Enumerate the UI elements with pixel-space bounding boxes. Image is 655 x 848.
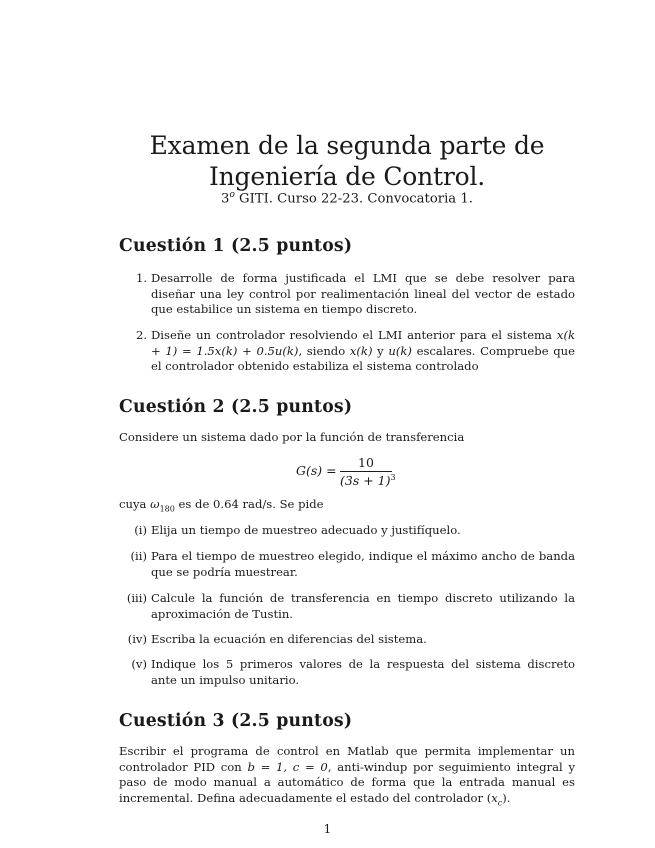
section-intro: Considere un sistema dado por la función de transferencia bbox=[119, 430, 465, 444]
fraction-bar bbox=[340, 471, 392, 472]
item-marker: (i) bbox=[134, 523, 147, 537]
list-item bbox=[119, 591, 575, 622]
denominator-exponent: 3 bbox=[390, 473, 396, 482]
formula-fraction bbox=[340, 455, 396, 489]
section-title-3: Cuestión 3 (2.5 puntos) bbox=[119, 711, 353, 731]
math-expression: u(k) bbox=[388, 343, 412, 358]
ordinal-superscript: o bbox=[229, 190, 235, 200]
list-item bbox=[119, 271, 575, 318]
list-item bbox=[119, 632, 575, 648]
section-title-2: Cuestión 2 (2.5 puntos) bbox=[119, 397, 353, 417]
page-title: Examen de la segunda parte de Ingeniería de Control. bbox=[149, 131, 545, 191]
item-marker: (v) bbox=[131, 657, 147, 671]
item-marker: 1. bbox=[135, 271, 147, 285]
page-number: 1 bbox=[323, 822, 332, 836]
text-run: y bbox=[372, 343, 389, 358]
text-run: , siendo bbox=[298, 343, 350, 358]
item-marker: 2. bbox=[135, 328, 147, 342]
list-item bbox=[119, 657, 575, 688]
item-text: Desarrolle de forma justificada el LMI que se debe resolver para diseñar una ley control por realimentación lineal del vector de estado que estabilice un sistema en tiempo discreto. bbox=[151, 271, 575, 316]
text-run: escalares. Compruebe que el controlador obtenido estabiliza el sistema controlado bbox=[151, 343, 575, 373]
item-text: Indique los 5 primeros valores de la respuesta del sistema discreto ante un impulso unitario. bbox=[151, 657, 575, 687]
list-item bbox=[119, 549, 575, 580]
omega-subscript: 180 bbox=[159, 504, 175, 514]
text-run: es de 0.64 rad/s. Se pide bbox=[174, 497, 324, 511]
item-text bbox=[151, 328, 575, 375]
text-run: Diseñe un controlador resolviendo el LMI anterior para el sistema bbox=[151, 328, 557, 342]
math-expression: x(k + 1) = 1.5x(k) + 0.5u(k) bbox=[151, 328, 575, 358]
text-run: cuya bbox=[119, 497, 151, 511]
text-run: ). bbox=[502, 790, 511, 805]
item-marker: (iii) bbox=[126, 591, 147, 605]
formula-numerator: 10 bbox=[358, 455, 374, 470]
section-title-1: Cuestión 1 (2.5 puntos) bbox=[119, 236, 353, 256]
math-expression: x(k) bbox=[349, 343, 373, 358]
page-subtitle bbox=[100, 190, 594, 206]
item-text: Elija un tiempo de muestreo adecuado y justifíquelo. bbox=[151, 523, 461, 537]
item-text: Escriba la ecuación en diferencias del sistema. bbox=[151, 632, 427, 646]
section-followup bbox=[119, 497, 575, 517]
denominator-base: (3s + 1) bbox=[340, 473, 391, 489]
item-marker: (ii) bbox=[130, 549, 147, 563]
omega-symbol: ω bbox=[150, 497, 160, 511]
formula-lhs: G(s) = bbox=[296, 463, 337, 478]
subtitle-text: GITI. Curso 22-23. Convocatoria 1. bbox=[234, 191, 473, 207]
item-marker: (iv) bbox=[127, 632, 147, 646]
math-expression: x bbox=[491, 790, 498, 805]
text-run: , anti-windup por seguimiento integral y paso de modo manual a automático de forma que la entrada manual es incremental. Defina adecuadamente el estado del controlador ( bbox=[119, 759, 575, 805]
list-item bbox=[119, 328, 575, 375]
list-item bbox=[119, 523, 575, 539]
course-number: 3 bbox=[221, 191, 230, 207]
item-text: Para el tiempo de muestreo elegido, indique el máximo ancho de banda que se podría muestrear. bbox=[151, 549, 575, 579]
math-subscript: c bbox=[497, 797, 503, 807]
section-body bbox=[119, 744, 575, 810]
math-expression: b = 1, c = 0 bbox=[247, 759, 328, 774]
text-run: Escribir el programa de control en Matlab que permita implementar un controlador PID con bbox=[119, 744, 575, 774]
item-text: Calcule la función de transferencia en tiempo discreto utilizando la aproximación de Tustin. bbox=[151, 591, 575, 621]
formula-denominator bbox=[340, 473, 396, 489]
